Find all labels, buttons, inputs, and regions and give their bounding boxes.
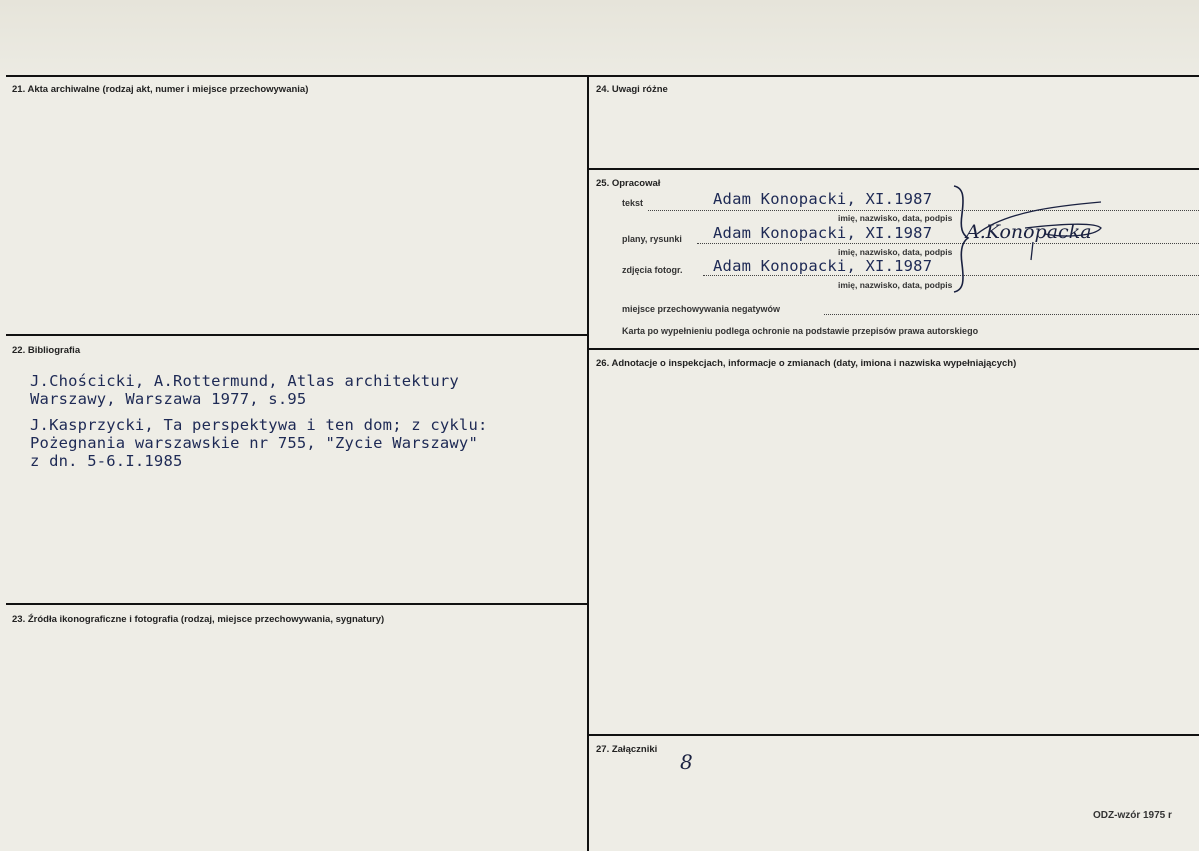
row-label-tekst: tekst [622,198,644,208]
bibliography-line: J.Kasprzycki, Ta perspektywa i ten dom; z cyklu: [30,416,488,434]
bibliography-line: Pożegnania warszawskie nr 755, "Zycie Warszawy" [30,434,478,452]
divider-21-22 [6,334,587,336]
section-24-label: 24. Uwagi różne [596,84,668,95]
signature-flourish [965,198,1110,264]
tekst-value: Adam Konopacki, XI.1987 [713,190,933,208]
signature: A.Konopacka [966,221,1092,243]
divider-22-23 [6,603,587,605]
attachments-count: 8 [680,750,693,774]
divider-26-27 [589,734,1199,736]
section-21-label: 21. Akta archiwalne (rodzaj akt, numer i miejsce przechowywania) [12,84,309,95]
section-25-label: 25. Opracował [596,178,661,189]
zdjecia-dotted-line [703,275,1199,276]
card-top-margin [0,0,1199,76]
form-code: ODZ-wzór 1975 r [1093,810,1172,821]
bibliography-line: Warszawy, Warszawa 1977, s.95 [30,390,307,408]
copyright-note: Karta po wypełnieniu podlega ochronie na podstawie przepisów prawa autorskiego [622,326,979,336]
plany-caption: imię, nazwisko, data, podpis [838,247,953,257]
zdjecia-value: Adam Konopacki, XI.1987 [713,257,933,275]
tekst-caption: imię, nazwisko, data, podpis [838,213,953,223]
section-26-label: 26. Adnotacje o inspekcjach, informacje o zmianach (daty, imiona i nazwiska wypełniających) [596,358,1017,369]
divider-25-26 [589,348,1199,350]
bibliography-line: J.Chościcki, A.Rottermund, Atlas architektury [30,372,459,390]
top-border-line [6,75,1199,77]
negatives-dotted-line [824,314,1199,315]
section-22-label: 22. Bibliografia [12,345,81,356]
section-27-label: 27. Załączniki [596,744,658,755]
tekst-dotted-line [648,210,1199,211]
plany-value: Adam Konopacki, XI.1987 [713,224,933,242]
divider-24-25 [589,168,1199,170]
zdjecia-caption: imię, nazwisko, data, podpis [838,280,953,290]
row-label-plany: plany, rysunki [622,234,682,244]
negatives-label: miejsce przechowywania negatywów [622,304,781,314]
row-label-zdjecia: zdjęcia fotogr. [622,265,683,275]
plany-dotted-line [697,243,1199,244]
section-23-label: 23. Źródła ikonograficzne i fotografia (rodzaj, miejsce przechowywania, sygnatury) [12,614,385,625]
bibliography-line: z dn. 5-6.I.1985 [30,452,183,470]
